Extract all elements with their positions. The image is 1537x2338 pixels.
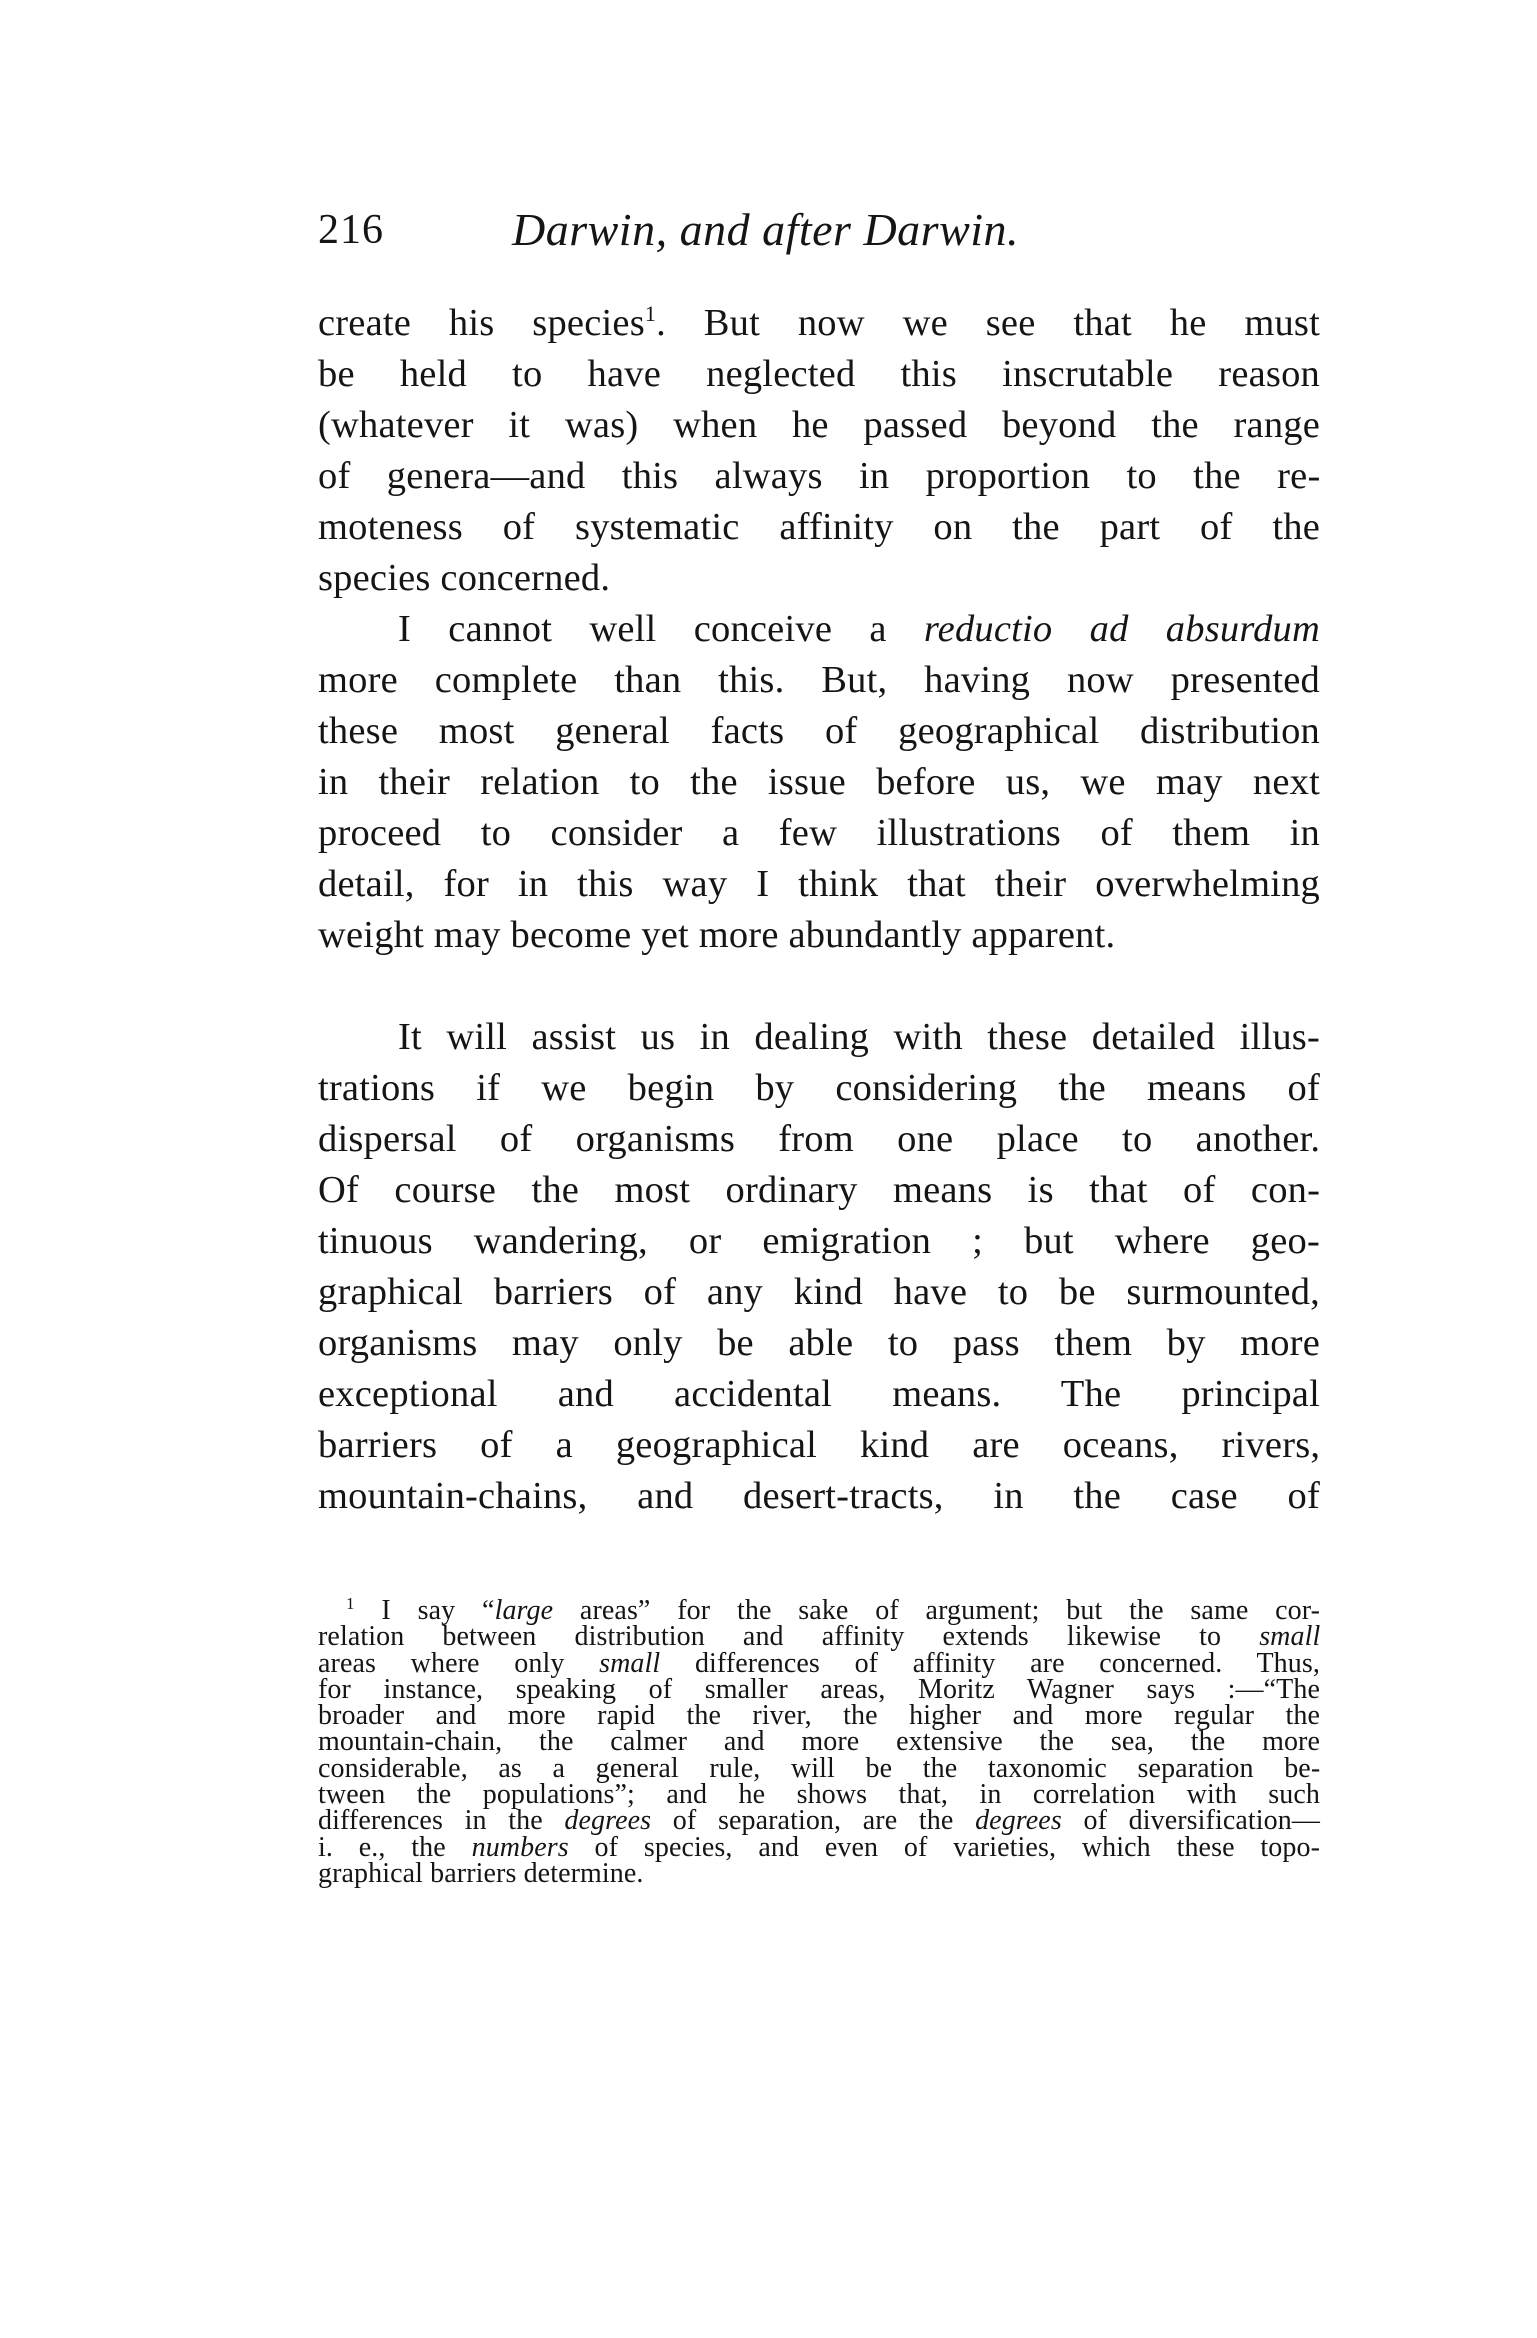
- text-span: areas” for the sake of argument; but the same cor-: [553, 1595, 1321, 1626]
- footnote-line: graphical barriers determine.: [318, 1857, 644, 1889]
- text-span: areas where only: [318, 1647, 600, 1679]
- text-span: create his species: [318, 302, 645, 344]
- text-line: [318, 298, 1320, 349]
- italic-word: small: [1259, 1621, 1321, 1653]
- italic-phrase: reductio ad absurdum: [923, 608, 1320, 650]
- text-line: barriers of a geographical kind are oceans, rivers,: [318, 1424, 1321, 1466]
- text-span: relation between distribution and affinity extends likewise to: [318, 1621, 1260, 1653]
- text-span: i. e., the: [318, 1831, 472, 1863]
- footnote-line: broader and more rapid the river, the higher and more regular the: [318, 1700, 1320, 1732]
- footnote: [318, 1594, 1321, 1889]
- text-line: species concerned.: [318, 557, 611, 599]
- text-span: I cannot well conceive a: [398, 608, 924, 650]
- footnote-line: [318, 1647, 1320, 1679]
- text-line: exceptional and accidental means. The principal: [318, 1373, 1320, 1415]
- text-span: of diversification—: [1061, 1805, 1320, 1837]
- text-line: (whatever it was) when he passed beyond the range: [318, 404, 1321, 446]
- page-number: 216: [318, 207, 384, 253]
- text-line: dispersal of organisms from one place to another.: [318, 1118, 1321, 1160]
- italic-word: degrees: [975, 1805, 1062, 1837]
- section-break: [318, 961, 1320, 1012]
- body-text: [318, 298, 1320, 1522]
- italic-word: degrees: [564, 1805, 652, 1837]
- text-line: be held to have neglected this inscrutable reason: [318, 353, 1320, 395]
- text-span: I say “: [354, 1595, 495, 1626]
- text-line: moteness of systematic affinity on the part of the: [318, 506, 1320, 548]
- text-line: of genera—and this always in proportion to the re-: [318, 455, 1321, 497]
- footnote-line: considerable, as a general rule, will be the taxonomic separation be-: [318, 1752, 1321, 1784]
- text-line: Of course the most ordinary means is that of con-: [318, 1169, 1321, 1211]
- footnote-reference[interactable]: 1: [644, 301, 657, 326]
- text-line: in their relation to the issue before us, we may next: [318, 761, 1320, 803]
- text-span: of separation, are the: [651, 1805, 976, 1837]
- text-span: . But now we see that he must: [656, 302, 1321, 344]
- footnote-line: tween the populations”; and he shows that, in correlation with such: [318, 1779, 1320, 1811]
- italic-word: numbers: [471, 1831, 569, 1863]
- text-line: weight may become yet more abundantly apparent.: [318, 914, 1116, 956]
- text-line: [318, 604, 1320, 655]
- text-line: trations if we begin by considering the means of: [318, 1067, 1320, 1109]
- text-span: of species, and even of varieties, which these topo-: [568, 1831, 1321, 1863]
- text-line: It will assist us in dealing with these detailed illus-: [398, 1016, 1320, 1058]
- text-line: proceed to consider a few illustrations of them in: [318, 812, 1320, 854]
- paragraph-dispersal: [318, 1012, 1320, 1522]
- text-line: these most general facts of geographical distribution: [318, 710, 1320, 752]
- footnote-line: for instance, speaking of smaller areas, Moritz Wagner says :—“The: [318, 1673, 1320, 1705]
- text-line: more complete than this. But, having now presented: [318, 659, 1320, 701]
- text-line: tinuous wandering, or emigration ; but where geo-: [318, 1220, 1320, 1262]
- paragraph-reductio: [318, 604, 1320, 961]
- italic-word: small: [599, 1647, 661, 1679]
- running-title: Darwin, and after Darwin.: [512, 204, 1020, 255]
- italic-word: large: [494, 1595, 554, 1626]
- text-span: differences of affinity are concerned. Thus,: [660, 1647, 1320, 1679]
- text-span: differences in the: [318, 1805, 565, 1837]
- text-line: detail, for in this way I think that their overwhelming: [318, 863, 1321, 905]
- text-line: mountain-chains, and desert-tracts, in the case of: [318, 1475, 1320, 1517]
- footnote-marker: 1: [346, 1594, 355, 1613]
- paragraph-continuation: [318, 298, 1320, 604]
- running-head: [318, 200, 1320, 260]
- text-line: graphical barriers of any kind have to be surmounted,: [318, 1271, 1320, 1313]
- footnote-line: mountain-chain, the calmer and more extensive the sea, the more: [318, 1726, 1320, 1758]
- text-line: organisms may only be able to pass them by more: [318, 1322, 1320, 1364]
